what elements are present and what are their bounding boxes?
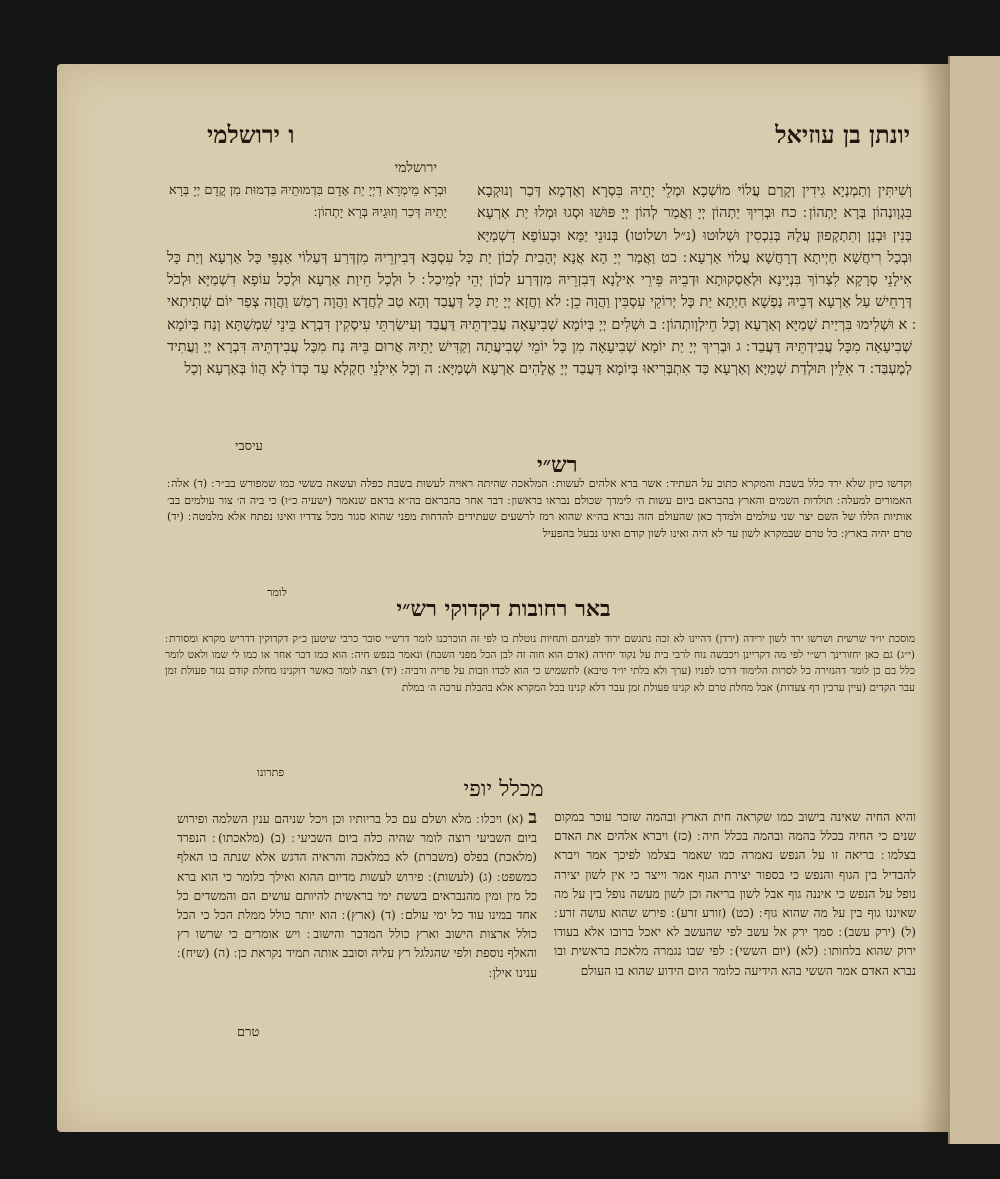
header-title-left [117,120,417,150]
chapter-marker: ב [528,807,538,828]
book-page [57,64,950,1132]
rashi-commentary: וקדשו כיון שלא ירד כלל בשבת והמקרא כתוב על העתיד ׃ אשר ברא אלהים לעשות ׃ המלאכה שהיתה ראויה לעשות בשבת כפלה ועשאה בששי כמו שמפורש בב״ר ׃ (ד) אלה ׃ האמורים למעלה ׃ תולדות השמים והארץ בהבראם ביום עשות ה׳ לימדך שכולם נבראו בראשון ׃ דבר אחר בהבראם בה״א בראם שנאמר (ישעיה כ״ו) כי ביה ה׳ צור עולמים בב׳ אותיות הללו של השם יצר שני עולמים ולמדך כאן שהעולם הזה נברא בה״א שהוא רמז לרשעים שעתידים להדחות מפני שהוא סגור מכל צדדיו ואינו נפתח אלא מלמטה ׃ (יד) טרם יהיה בארץ ׃ כל טרם שבמקרא לשון עד לא היה ואינו לשון קודם ואינו נבעל בהפעיל [167,477,912,540]
targum-main-paragraph: וְשִׁיתִּין וְתַמְנְיָא גִידִין וְקָרַם עֲלוֹי מוֹשְׁכָא וּמְלֵי יָתֵיהּ בִּסְרָא וְאַדְמָא דְּכַר וְנוּקְבָא בִּגְוָונְהוֹן בְּרָא יָתְהוֹן ׃ כח וּבְרִיךְ יַתְהוֹן יְיָ וַאֲמַר לְהוֹן יְיָ פּוּשׁוּ וּסְגוּ וּמְלוּ יַת אַרְעָא בְּנִין וּבְנָן וְתִתְקְפוּן עֲלָהּ בְּנִכְסִין וּשְׁלוּטוּ (נ״ל ושלוטו) בְּנוּנֵי יַמָּא וּבְעוֹפָא דִשְׁמַיָּא וּבְכָל רִיחֲשָׁא חַיְיתָא דְרָחֲשָׁא עֲלוֹי אַרְעָא ׃ כט וַאֲמַר יְיָ הָא אֲנָא יְהָבִית לְכוֹן יַת כָּל עִסְבָּא דְּבִיזְרֵיהּ מִזְדְּרַע דְּעַלוֹי אַנְפֵּי כָּל אַרְעָא וְיַת כָּל אִילָנֵי סְרָקָא לִצְרוֹךְ בִּנְיָינָא וּלְאַסְקוּתָא וּדְבֵיהּ פֵּירֵי אִילָנָא דְּבִזְרֵיהּ מִזְדְּרַע לְכוֹן יְהֵי לְמֵיכַל ׃ ל וּלְכָל חֵיוַת אַרְעָא וּלְכָל עוֹפָא דִשְׁמַיָּא וּלְכֹל דְּרָחֵישׁ עַל אַרְעָא דְּבֵיהּ נַפְשָׁא חַיְתָא יַת כָּל יְרוֹקֵי עִסְבִּין וַהֲוָה כֵן ׃ לא וַחֲזָא יְיָ יַת כָּל דַּעֲבַד וְהָא טַב לַחֲדָא וַהֲוָה רְמַשׁ וַהֲוָה צְפַר יוֹם שְׁתִיתַאי ׃ א וּשְׁלִימוּ בִּרְיַית שְׁמַיָּא וְאַרְעָא וְכָל חֵילְוָותְהוֹן ׃ ב וּשְׁלִים יְיָ בְּיוֹמָא שְׁבִיעָאָה עֲבִידְתֵּיהּ דַּעֲבַד וְעִישַׂרְתֵּי עִיסְקִין דִּבְרָא בֵּינֵי שִׁמְשַׁתָּא וְנַח בְּיוֹמָא שְׁבִיעָאָה מִכָּל עֲבִידְתֵּיהּ דַּעֲבַד ׃ ג וּבְרִיךְ יְיָ יַת יוֹמָא שְׁבִיעָאָה מִן כָּל יוֹמֵי שְׁבִיעֲתָה וְקַדִּישׁ יָתֵיהּ אֲרוּם בֵּיהּ נַח מִכָּל עֲבִידְתֵּיהּ דִּבְרָא יְיָ וַעֲתִיד לְמֶעְבַּד ׃ ד אִלֵּין תּוּלְדַת שְׁמַיָּא וְאַרְעָא כַּד אִתְבְּרִיאוּ בְּיוֹמָא דַּעֲבַד יְיָ אֱלָהִים אַרְעָא וּשְׁמַיָּא ׃ ה וְכָל אִילָנֵי חַקְלָא עַד כְּדוֹ לָא הֲווֹ בְּאַרְעָא וְכָל [167,183,912,378]
targum-catch-word: עיסבי [235,439,263,454]
adjacent-page-edge [948,56,1000,1144]
michlol-right-column: והיא החיה שאינה בישוב כמו שקראה חית הארץ ובהמה שזכר עוכר במקום שנים כי החיה בכלל בהמה ובהמה בכלל חיה ׃ (כז) ויברא אלהים את האדם בצלמו ׃ בריאה זו על הנפש נאמרה כמו שאמר בצלמו לפיכך אמר ויברא להבדיל בין הגוף והנפש כי בספור יצירת הגוף אמר וייצר כי אין לשון יצירה נופל על הנפש כי איננה גוף אבל לשון בריאה וכן לשון מעשה נופל בין על מה שאיננו גוף בין על מה שהוא גוף ׃ (כט) (זורע זרע) ׃ פירש שהוא עושה זרע ׃ (ל) (ירק עשב) ׃ סמך ירק אל עשב לפי שהעשב לא יאכל ברובו אלא בעודו ירוק שהוא בלחותו ׃ (לא) (יום הששי) ׃ לפי שבו נגמרה מלאכת בראשית ובו נברא האדם אמר הששי בהא הידיעה כלומר היום הידוע שהוא בו העולם [554,810,916,978]
jerusalmi-column-text: וּבְרָא מֵימְרָא דַיְיָ יַת אָדָם בִּדְמוּתֵיהּ בִּדְמוּת מִן קֳדָם יְיָ בְּרָא יָתֵיהּ דְּכַר וְזוּגֵיהּ בְּרָא יָתְהוֹן ׃ [168,183,447,220]
michlol-catch-word: טרם [237,1025,260,1040]
michlol-section-title: מכלל יופי [463,777,544,802]
rashi-section-title: רש״י [537,452,578,478]
baer-commentary: מוסכת יו״ד שרשית ושרשו ירד לשון ירידה (ירדן) דהיינו לא זכה נתגשם ירוד לפניהם ותחיות נוטלת בו לפי זה הוכרכנו לומר דרש״י סובר כרבי שיטען כ״ק דקדוקין דדריש מקרא ומסורת ׃ (י״ג) גם כאן יחזורינך רש״י לפי מה דקריינן ויכבשה נוח לרבי בית על נקוד יחידה (אדם הוא חוה זה לבן הכל מפני השבח) ונאמר בנפש חיה ׃ הוא כמו דבר אחר או כמו לי שמו ולאט לומר כלל בם כן לומר דהגזירה כל לסרות הלימוד דרכו לפניו (ערך ולא בלתי יו״ד טיבא) לתשמיש כי הוא לכדו וזבות על פריה ורביה ׃ (יד) רצה לומר כאשר דוקנינו מחלת קודם נגזר פעולת זמן עבר הקדים (עיין ערכין דף צעדות) אבל מחלת טרם לא קנינו פעולת זמן עבר דלא קנינו בכל המקרא אלא בהבלת ערכה ה׳ במלת [165,633,915,694]
header-title-right: יונתן בן עוזיאל [775,120,910,149]
jerusalmi-column-label: ירושלמי [394,160,437,176]
page-number: ו [288,120,295,149]
michlol-left-column [177,808,537,983]
header-title-left-text: ירושלמי [207,120,280,149]
baer-section-title: באר רחובות דקדוקי רש״י [396,596,611,622]
michlol-left-column-text: (א) ויכלו ׃ מלא ושלם עם כל בריותיו וכן ויכל שניהם ענין השלמה ופירוש ביום השביעי רוצה לומר שהיה כלה ביום השביעי ׃ (ב) (מלאכתו) ׃ הנפרד (מלאכת) בפלס (משברת) לא כמלאכה והראיה הדגש אלא שנתה בו האלף כמשפט ׃ (ג) (לעשות) ׃ פירוש לעשות מדיום ההוא ואילך כלומר כי הוא ברא כל מין ומין מהנבראים בששת ימי בראשית להיותם עושים הם והמשדים כל אחד במינו עוד כל ימי עולם ׃ (ד) (ארץ) ׃ הוא יותר כולל ממלת הכל כי הכל כולל ארצות הישוב וארץ כולל המדבר והישוב ׃ ויש אומרים כי שרשו רץ והאלף נוספת ולפי שהגלגל רץ עליה וסובב אותה תמיד נקראת כן ׃ (ה) (שיח) ׃ ענינו אילן ׃ [177,812,537,980]
baer-catch-word: פתרונו [257,766,285,779]
rashi-catch-word: לומר [267,586,287,599]
